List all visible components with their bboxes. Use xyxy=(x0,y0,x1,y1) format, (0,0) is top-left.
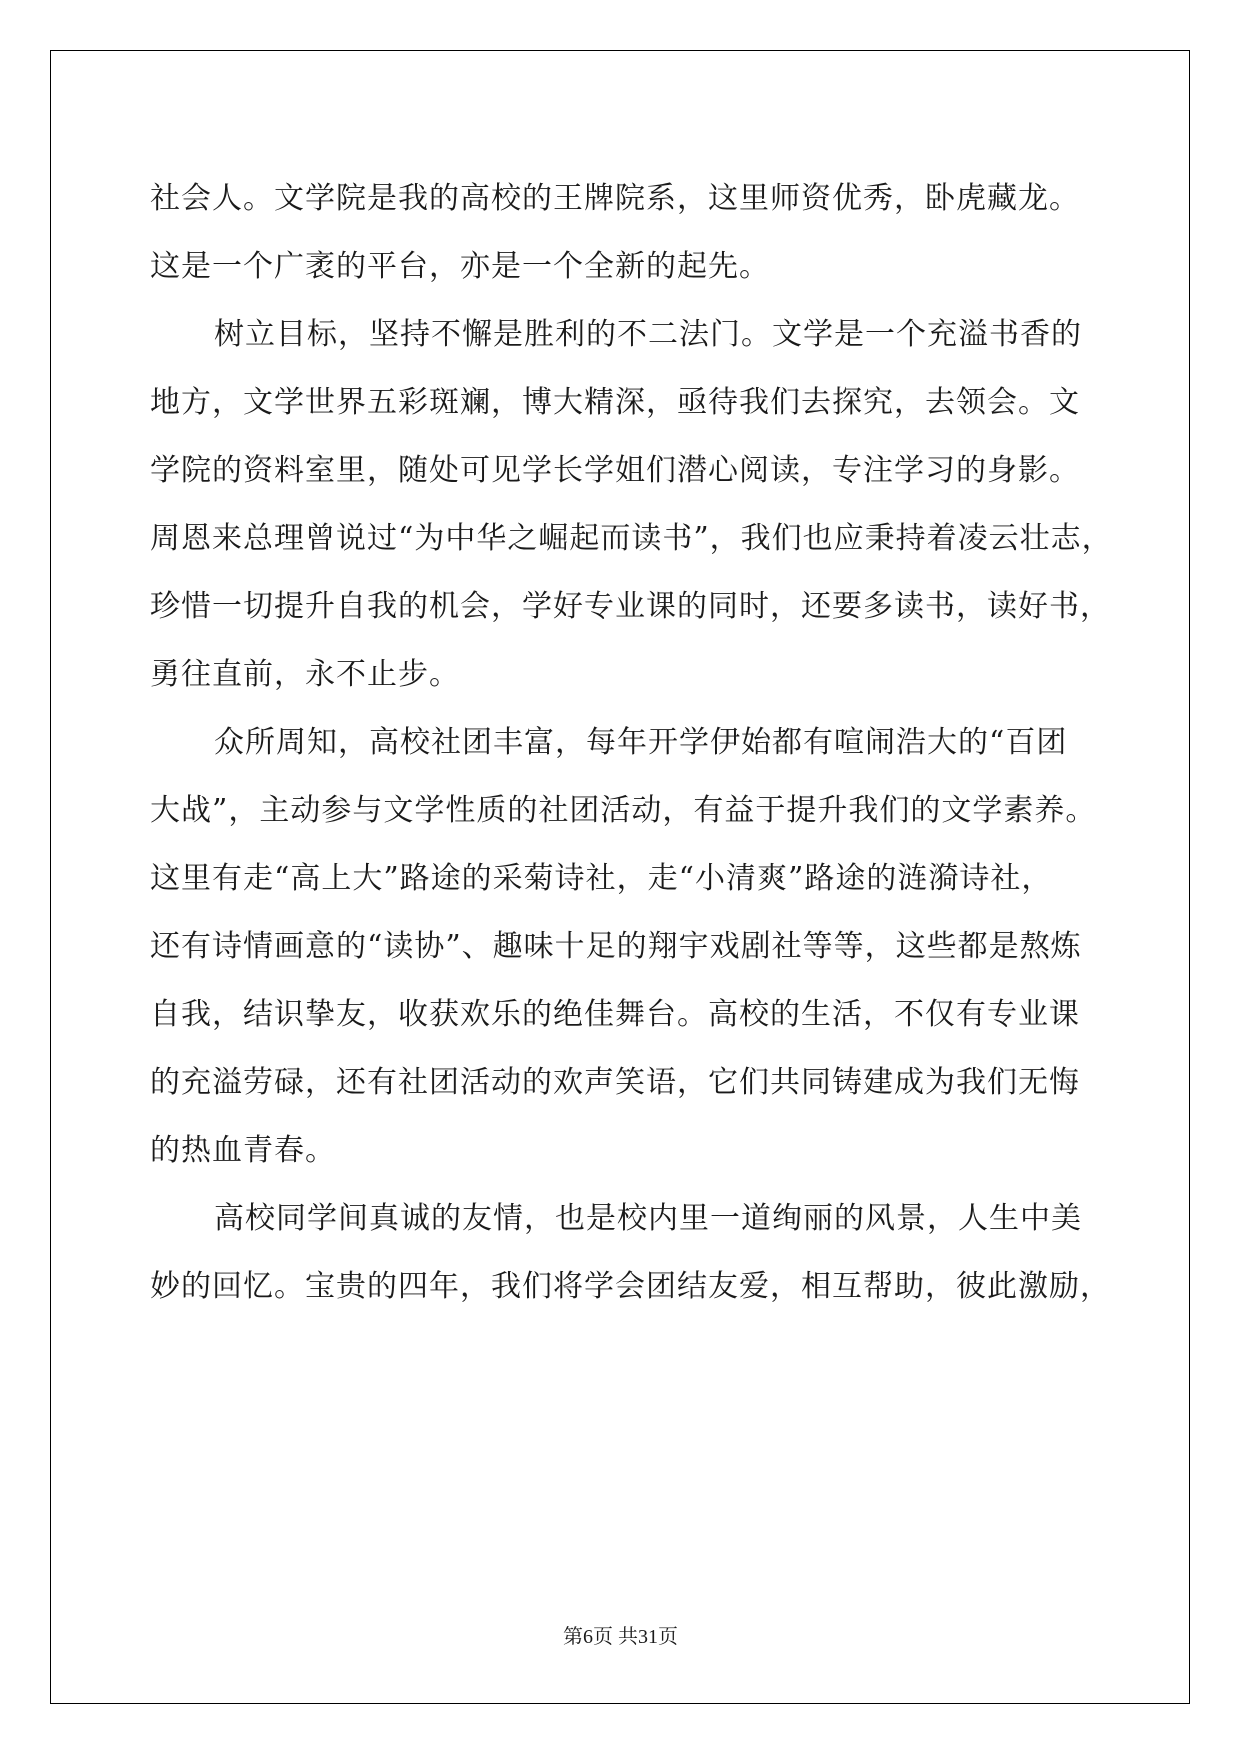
document-body xyxy=(150,165,1113,1321)
text-line: 妙的回忆。宝贵的四年，我们将学会团结友爱，相互帮助，彼此激励， xyxy=(150,1269,1111,1304)
text-line: 树立目标，坚持不懈是胜利的不二法门。文学是一个充溢书香的 xyxy=(214,317,1082,352)
text-line: 地方，文学世界五彩斑斓，博大精深，亟待我们去探究，去领会。文 xyxy=(150,385,1080,420)
text-line: 周恩来总理曾说过“为中华之崛起而读书”，我们也应秉持着凌云壮志， xyxy=(150,521,1113,556)
text-line: 众所周知，高校社团丰富，每年开学伊始都有喧闹浩大的“百团 xyxy=(214,725,1068,760)
text-line: 勇往直前，永不止步。 xyxy=(150,657,460,692)
text-line: 的充溢劳碌，还有社团活动的欢声笑语，它们共同铸建成为我们无悔 xyxy=(150,1065,1080,1100)
text-line: 珍惜一切提升自我的机会，学好专业课的同时，还要多读书，读好书， xyxy=(150,589,1111,624)
page-number-footer: 第6页 共31页 xyxy=(563,1626,678,1648)
text-line: 还有诗情画意的“读协”、趣味十足的翔宇戏剧社等等，这些都是熬炼 xyxy=(150,929,1082,964)
text-line: 学院的资料室里，随处可见学长学姐们潜心阅读，专注学习的身影。 xyxy=(150,453,1080,488)
text-line: 高校同学间真诚的友情，也是校内里一道绚丽的风景，人生中美 xyxy=(214,1201,1082,1236)
text-line: 大战”，主动参与文学性质的社团活动，有益于提升我们的文学素养。 xyxy=(150,793,1097,828)
text-line: 这里有走“高上大”路途的采菊诗社，走“小清爽”路途的涟漪诗社， xyxy=(150,861,1053,896)
text-line: 社会人。文学院是我的高校的王牌院系，这里师资优秀，卧虎藏龙。 xyxy=(150,181,1080,216)
text-line: 这是一个广袤的平台，亦是一个全新的起先。 xyxy=(150,249,770,284)
text-line: 的热血青春。 xyxy=(150,1133,336,1168)
text-line: 自我，结识挚友，收获欢乐的绝佳舞台。高校的生活，不仅有专业课 xyxy=(150,997,1080,1032)
